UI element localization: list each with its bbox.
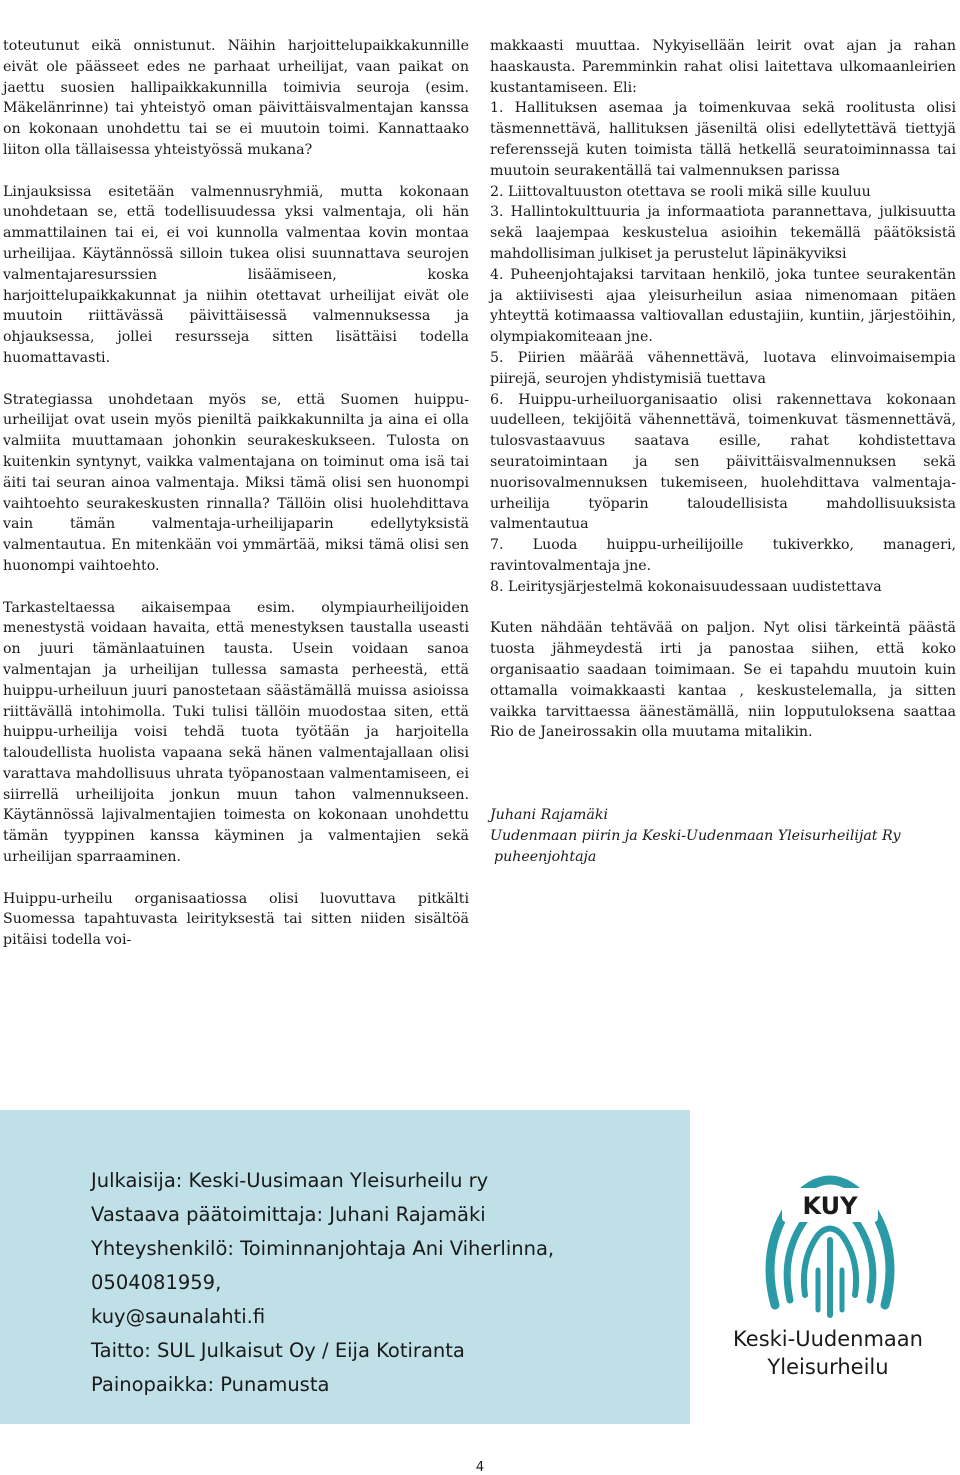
imprint-layout: Taitto: SUL Julkaisut Oy / Eija Kotiranta: [91, 1339, 465, 1362]
paragraph: Linjauksissa esitetään valmennusryhmiä, mutta kokonaan unohdetaan se, että todellisuudessa yksi valmentaja, oli hän ammattilainen tai ei, ei voi kunnolla valmentaa kovin montaa urheilijaa. Käytännössä silloin tukea olisi suunnattava seurojen valmentajaresurssien lisäämiseen, koska harjoittelupaikkakunnat ja niihin otettavat urheilijat eivät ole muutoin riittävässä päivittäisessä valmennuksessa ja ohjauksessa, jollei resursseja sitten lisättäisi todella huomattavasti.: [3, 183, 469, 366]
imprint-phone: 0504081959,: [91, 1271, 222, 1294]
signature-org: Uudenmaan piirin ja Keski-Uudenmaan Yleisurheilijat Ry: [490, 827, 901, 844]
list-item: 3. Hallintokulttuuria ja informaatiota parannettava, julkisuutta sekä laajempaa keskustelua asioihin tekemällä päätöksistä mahdollisiman julkiset ja perustelut läpinäkyviksi: [490, 204, 956, 262]
signature: [490, 805, 956, 867]
logo-badge: KUY: [802, 1192, 858, 1220]
imprint-contact: Yhteyshenkilö: Toiminnanjohtaja Ani Viherlinna,: [91, 1237, 555, 1260]
signature-name: Juhani Rajamäki: [490, 807, 608, 824]
paragraph: makkaasti muuttaa. Nykyisellään leirit ovat ajan ja rahan haaskausta. Paremminkin rahat olisi laitettava ulkomaanleirien kustantamiseen. Eli:: [490, 38, 956, 96]
signature-role: puheenjohtaja: [494, 848, 597, 865]
paragraph: Huippu-urheilu organisaatiossa olisi luovuttava pitkälti Suomessa tapahtuvasta leirityksestä tai sitten niiden sisältöä pitäisi todella voi-: [3, 890, 469, 949]
list-item: 5. Piirien määrää vähennettävä, luotava elinvoimaisempia piirejä, seurojen yhdistymisiä tuettava: [490, 349, 956, 387]
imprint-email: kuy@saunalahti.fi: [91, 1305, 266, 1328]
list-item: 6. Huippu-urheiluorganisaatio olisi rakennettava kokonaan uudelleen, tekijöitä vähennettävä, toimenkuvat täsmennettävä, tulosvastaavuus saatava esille, rahat kohdistettava seuratoimintaan ja sen päivittäisvalmennuksen sekä nuorisovalmennuksen tukemiseen, huolehdittava valmentaja-urheilija työparin taloudellisista mahdollisuuksista valmentautua: [490, 391, 956, 533]
imprint-publisher: Julkaisija: Keski-Uusimaan Yleisurheilu ry: [91, 1169, 489, 1192]
page-number: 4: [475, 1460, 485, 1475]
paragraph: toteutunut eikä onnistunut. Näihin harjoittelupaikkakunnille eivät ole päässeet edes ne parhaat urheilijat, vaan paikat on jaettu suosien hallipaikkakunnilla toimivia seuroja (esim. Mäkelänrinne) tai yhteistyö oman päivittäisvalmentajan kanssa on kokonaan unohdettu tai se ei muutoin toimi. Kannattaako liiton olla tällaisessa yhteistyössä mukana?: [3, 38, 469, 158]
paragraph: Kuten nähdään tehtävää on paljon. Nyt olisi tärkeintä päästä tuosta jähmeydestä irti ja panostaa siihen, että koko organisaatio saadaan toimimaan. Se ei tapahdu muutoin kuin ottamalla voimakkaasti kantaa , keskustelemalla, ja sitten vaikka tarvittaessa äänestämällä, niin lopputuloksena saattaa Rio de Janeirossakin olla muutama mitalikin.: [490, 620, 956, 741]
logo-name-line1: Keski-Uudenmaan: [733, 1327, 923, 1351]
imprint-editor: Vastaava päätoimittaja: Juhani Rajamäki: [91, 1203, 486, 1226]
list-item: 4. Puheenjohtajaksi tarvitaan henkilö, joka tuntee seurakentän ja aktiivisesti ajaa yleisurheilun asiaa nimenomaan pitäen yhteyttä kotimaassa valtiovallan edustajiin, kuntiin, järjestöihin, olympiakomiteaan jne.: [490, 266, 956, 346]
list-item: 8. Leiritysjärjestelmä kokonaisuudessaan uudistettava: [490, 578, 882, 595]
paragraph: Tarkasteltaessa aikaisempaa esim. olympiaurheilijoiden menestystä voidaan havaita, että menestyksen taustalla useasti on juuri tämänlaatuinen tausta. Usein voidaan sanoa valmentajan ja urheilijan tullessa samasta perheestä, että huippu-urheiluun juuri panostetaan säästämällä muissa asioissa riittävällä intohimolla. Tuki tulisi tällöin muodostaa siten, että huippu-urheilija voisi tehdä tuota työtään ja harjoitella taloudellista huolista vapaana sekä hänen valmentajallaan olisi varattava mahdollisuus uhrata työpanostaan valmentamiseen, ei siirrellä urheilijoita jonkun muun tahon valmennukseen. Käytännössä lajivalmentajien toimesta on kokonaan unohdettu tämän tyyppinen kanssa käyminen ja valmentajien sekä urheilijan sparraaminen.: [3, 599, 469, 866]
imprint: [91, 1164, 681, 1402]
logo-wordmark: [708, 1325, 948, 1381]
list-item: 7. Luoda huippu-urheilijoille tukiverkko, manageri, ravintovalmentaja jne.: [490, 537, 956, 574]
paragraph: Strategiassa unohdetaan myös se, että Suomen huippu-urheilijat ovat usein myös pieniltä paikkakunnilta ja aina ei olla valmiita muuttamaan johonkin seurakeskukseen. Tulosta on kuitenkin syntynyt, vaikka valmentajana on toiminut oma isä tai äiti tai seuran ainoa valmentaja. Miksi tämä olisi sen huonompi vaihtoehto seurakeskusten rinnalla? Tällöin olisi huolehdittava vain tämän valmentaja-urheilijaparin edellytyksistä valmentautua. En mitenkään voi ymmärtää, miksi tämä olisi sen huonompi vaihtoehto.: [3, 391, 469, 574]
right-column: [490, 36, 956, 867]
logo-name-line2: Yleisurheilu: [767, 1355, 889, 1379]
left-column: [3, 36, 469, 951]
imprint-printer: Painopaikka: Punamusta: [91, 1373, 330, 1396]
list-item: 2. Liittovaltuuston otettava se rooli mikä sille kuuluu: [490, 183, 871, 200]
list-item: 1. Hallituksen asemaa ja toimenkuvaa sekä roolitusta olisi täsmennettävä, hallituksen jäseniltä olisi edellytettävä tiettyjä referenssejä kuten toimista tällä hetkellä seuratoiminnassa tai muutoin seurakentällä tai valmennuksen parissa: [490, 100, 956, 179]
